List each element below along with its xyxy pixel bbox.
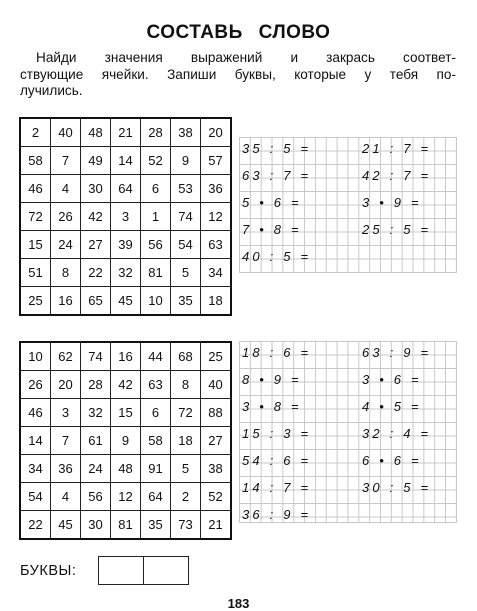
- equation: 5 • 6 =: [242, 195, 302, 210]
- number-grid-2: [19, 341, 232, 540]
- grid-cell[interactable]: 72: [20, 203, 51, 231]
- equation: 3 • 6 =: [362, 372, 422, 387]
- grid-cell[interactable]: 54: [20, 483, 51, 511]
- grid-row: [20, 399, 231, 427]
- grid-cell[interactable]: 58: [20, 147, 51, 175]
- grid-cell[interactable]: 34: [20, 455, 51, 483]
- grid-cell[interactable]: 49: [81, 147, 111, 175]
- grid-cell[interactable]: 40: [201, 371, 232, 399]
- grid-cell[interactable]: 27: [201, 427, 232, 455]
- grid-cell[interactable]: 74: [171, 203, 201, 231]
- grid-cell[interactable]: 36: [51, 455, 81, 483]
- grid-cell[interactable]: 7: [51, 147, 81, 175]
- equation: 63 : 9 =: [362, 345, 432, 360]
- grid-cell[interactable]: 15: [111, 399, 141, 427]
- grid-cell[interactable]: 14: [111, 147, 141, 175]
- instructions: [20, 50, 456, 100]
- equation: 30 : 5 =: [362, 480, 432, 495]
- grid-cell[interactable]: 2: [171, 483, 201, 511]
- grid-cell[interactable]: 52: [141, 147, 171, 175]
- letter-box[interactable]: [143, 556, 189, 585]
- grid-cell[interactable]: 81: [111, 511, 141, 540]
- grid-cell[interactable]: 26: [20, 371, 51, 399]
- grid-cell[interactable]: 61: [81, 427, 111, 455]
- grid-row: [20, 175, 231, 203]
- grid-cell[interactable]: 46: [20, 399, 51, 427]
- grid-cell[interactable]: 53: [171, 175, 201, 203]
- grid-cell[interactable]: 16: [51, 287, 81, 316]
- equation: 3 • 8 =: [242, 399, 302, 414]
- grid-cell[interactable]: 30: [81, 175, 111, 203]
- equation: 32 : 4 =: [362, 426, 432, 441]
- grid-cell[interactable]: 51: [20, 259, 51, 287]
- grid-row: [20, 147, 231, 175]
- grid-cell[interactable]: 18: [171, 427, 201, 455]
- instruction-line-2: ствующие ячейки. Запиши буквы, которые у тебя по-: [20, 66, 456, 82]
- grid-cell[interactable]: 35: [171, 287, 201, 316]
- grid-cell[interactable]: 88: [201, 399, 232, 427]
- grid-cell[interactable]: 16: [111, 342, 141, 371]
- grid-cell[interactable]: 32: [111, 259, 141, 287]
- grid-cell[interactable]: 24: [81, 455, 111, 483]
- grid-cell[interactable]: 1: [141, 203, 171, 231]
- grid-cell[interactable]: 44: [141, 342, 171, 371]
- grid-row: [20, 231, 231, 259]
- equation: 8 • 9 =: [242, 372, 302, 387]
- grid-cell[interactable]: 27: [81, 231, 111, 259]
- letter-box[interactable]: [98, 556, 144, 585]
- grid-cell[interactable]: 25: [201, 342, 232, 371]
- grid-cell[interactable]: 12: [201, 203, 232, 231]
- grid-cell[interactable]: 10: [20, 342, 51, 371]
- grid-cell[interactable]: 72: [171, 399, 201, 427]
- grid-cell[interactable]: 48: [81, 118, 111, 147]
- grid-cell[interactable]: 58: [141, 427, 171, 455]
- grid-cell[interactable]: 63: [201, 231, 232, 259]
- grid-cell[interactable]: 38: [201, 455, 232, 483]
- grid-cell[interactable]: 48: [111, 455, 141, 483]
- grid-cell[interactable]: 18: [201, 287, 232, 316]
- grid-cell[interactable]: 65: [81, 287, 111, 316]
- equation: 4 • 5 =: [362, 399, 422, 414]
- grid-cell[interactable]: 52: [201, 483, 232, 511]
- grid-cell[interactable]: 42: [111, 371, 141, 399]
- equation-grid-1: [239, 137, 457, 273]
- letters-label: БУКВЫ:: [20, 563, 77, 579]
- equation: 3 • 9 =: [362, 195, 422, 210]
- grid-cell[interactable]: 42: [81, 203, 111, 231]
- worksheet-title: СОСТАВЬ СЛОВО: [146, 22, 331, 43]
- page-number: 183: [227, 596, 250, 611]
- grid-cell[interactable]: 73: [171, 511, 201, 540]
- grid-row: [20, 203, 231, 231]
- grid-cell[interactable]: 45: [51, 511, 81, 540]
- grid-row: [20, 259, 231, 287]
- equation: 14 : 7 =: [242, 480, 312, 495]
- instruction-line-1: Найди значения выражений и закрась соответ-: [36, 50, 456, 65]
- grid-cell[interactable]: 6: [141, 175, 171, 203]
- grid-cell[interactable]: 46: [20, 175, 51, 203]
- grid-cell[interactable]: 21: [201, 511, 232, 540]
- grid-cell[interactable]: 34: [201, 259, 232, 287]
- equation: 15 : 3 =: [242, 426, 312, 441]
- grid-cell[interactable]: 22: [20, 511, 51, 540]
- equation: 63 : 7 =: [242, 168, 312, 183]
- grid-cell[interactable]: 81: [141, 259, 171, 287]
- grid-cell[interactable]: 56: [141, 231, 171, 259]
- grid-cell[interactable]: 38: [171, 118, 201, 147]
- equation: 6 • 6 =: [362, 453, 422, 468]
- grid-cell[interactable]: 21: [111, 118, 141, 147]
- equation: 18 : 6 =: [242, 345, 312, 360]
- grid-cell[interactable]: 74: [81, 342, 111, 371]
- grid-cell[interactable]: 15: [20, 231, 51, 259]
- grid-cell[interactable]: 62: [51, 342, 81, 371]
- letters-answer-boxes: [98, 556, 188, 585]
- equation: 42 : 7 =: [362, 168, 432, 183]
- equation: 35 : 5 =: [242, 141, 312, 156]
- grid-cell[interactable]: 64: [141, 483, 171, 511]
- grid-cell[interactable]: 8: [51, 259, 81, 287]
- equation: 25 : 5 =: [362, 222, 432, 237]
- grid-row: [20, 371, 231, 399]
- grid-cell[interactable]: 24: [51, 231, 81, 259]
- grid-cell[interactable]: 35: [141, 511, 171, 540]
- grid-cell[interactable]: 8: [171, 371, 201, 399]
- grid-cell[interactable]: 63: [141, 371, 171, 399]
- grid-cell[interactable]: 10: [141, 287, 171, 316]
- grid-cell[interactable]: 20: [51, 371, 81, 399]
- grid-cell[interactable]: 30: [81, 511, 111, 540]
- grid-cell[interactable]: 3: [51, 399, 81, 427]
- grid-cell[interactable]: 4: [51, 483, 81, 511]
- grid-cell[interactable]: 25: [20, 287, 51, 316]
- grid-cell[interactable]: 39: [111, 231, 141, 259]
- grid-cell[interactable]: 20: [201, 118, 232, 147]
- grid-cell[interactable]: 91: [141, 455, 171, 483]
- grid-row: [20, 511, 231, 540]
- grid-cell[interactable]: 2: [20, 118, 51, 147]
- equation: 40 : 5 =: [242, 249, 312, 264]
- grid-cell[interactable]: 68: [171, 342, 201, 371]
- grid-cell[interactable]: 56: [81, 483, 111, 511]
- equation: 54 : 6 =: [242, 453, 312, 468]
- grid-cell[interactable]: 7: [51, 427, 81, 455]
- grid-row: [20, 342, 231, 371]
- grid-row: [20, 483, 231, 511]
- grid-cell[interactable]: 28: [141, 118, 171, 147]
- instruction-line-3: лучились.: [20, 83, 83, 98]
- grid-cell[interactable]: 54: [171, 231, 201, 259]
- grid-cell[interactable]: 6: [141, 399, 171, 427]
- equation-grid-2: [239, 341, 457, 523]
- grid-cell[interactable]: 28: [81, 371, 111, 399]
- grid-row: [20, 455, 231, 483]
- number-grid-1: [19, 117, 232, 316]
- equation: 7 • 8 =: [242, 222, 302, 237]
- grid-cell[interactable]: 4: [51, 175, 81, 203]
- grid-cell[interactable]: 64: [111, 175, 141, 203]
- grid-cell[interactable]: 57: [201, 147, 232, 175]
- grid-row: [20, 427, 231, 455]
- equation: 36 : 9 =: [242, 507, 312, 522]
- grid-cell[interactable]: 12: [111, 483, 141, 511]
- grid-cell[interactable]: 40: [51, 118, 81, 147]
- grid-cell[interactable]: 32: [81, 399, 111, 427]
- grid-row: [20, 118, 231, 147]
- grid-cell[interactable]: 9: [171, 147, 201, 175]
- grid-cell[interactable]: 3: [111, 203, 141, 231]
- grid-row: [20, 287, 231, 316]
- grid-cell[interactable]: 26: [51, 203, 81, 231]
- grid-cell[interactable]: 5: [171, 455, 201, 483]
- grid-cell[interactable]: 22: [81, 259, 111, 287]
- equation: 21 : 7 =: [362, 141, 432, 156]
- grid-cell[interactable]: 9: [111, 427, 141, 455]
- grid-cell[interactable]: 5: [171, 259, 201, 287]
- grid-cell[interactable]: 14: [20, 427, 51, 455]
- grid-cell[interactable]: 36: [201, 175, 232, 203]
- grid-cell[interactable]: 45: [111, 287, 141, 316]
